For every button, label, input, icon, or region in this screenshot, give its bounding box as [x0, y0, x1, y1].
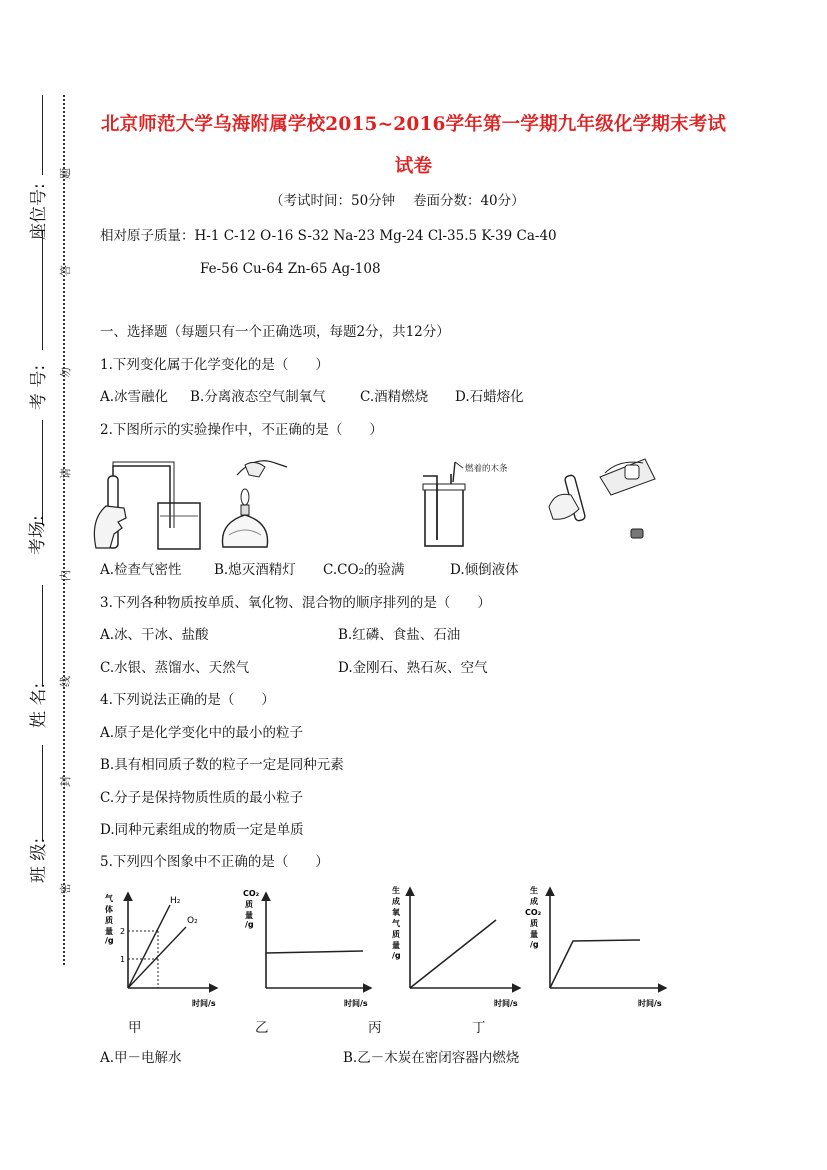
class-underline	[42, 745, 43, 840]
seal-char: 密	[59, 883, 72, 894]
q1-option-c: C.酒精燃烧	[360, 389, 429, 405]
svg-text:体: 体	[105, 905, 113, 914]
svg-text:质: 质	[105, 916, 113, 925]
tick-2: 2	[120, 927, 126, 936]
q4-option-c: C.分子是保持物质性质的最小粒子	[100, 790, 304, 806]
q5-graph-jia	[92, 885, 222, 1010]
atomic-mass-line1: 相对原子质量：H-1 C-12 O-16 S-32 Na-23 Mg-24 Cl-35.5 K-39 Ca-40	[100, 228, 557, 244]
q2-figure-b-lamp	[215, 455, 295, 555]
q2-option-b: B.熄灭酒精灯	[214, 562, 296, 578]
q3-option-c: C.水银、蒸馏水、天然气	[100, 660, 250, 676]
q5-stem: 5.下列四个图象中不正确的是（ ）	[100, 854, 329, 870]
atomic-mass-line2: Fe-56 Cu-64 Zn-65 Ag-108	[200, 261, 381, 277]
seal-char: 内	[59, 570, 72, 581]
svg-text:/g: /g	[530, 940, 539, 949]
svg-text:生: 生	[530, 886, 538, 895]
q2-figure-d-pouring	[545, 455, 660, 545]
series-o2-label: O₂	[187, 916, 198, 926]
q2-option-c: C.CO₂的验满	[323, 562, 405, 578]
svg-text:氧: 氧	[392, 908, 400, 917]
svg-text:/g: /g	[245, 920, 254, 929]
svg-text:量: 量	[105, 927, 113, 936]
graph-caption-ding: 丁	[472, 1020, 486, 1036]
q2-option-a: A.检查气密性	[100, 562, 182, 578]
x-axis-label: 时间/s	[494, 999, 518, 1008]
svg-text:生: 生	[392, 886, 400, 895]
graph-caption-jia: 甲	[128, 1020, 142, 1036]
section-heading: 一、选择题（每题只有一个正确选项，每题2分，共12分）	[100, 324, 450, 340]
svg-text:质: 质	[245, 900, 253, 909]
q2-option-d: D.倾倒液体	[450, 562, 519, 578]
q1-stem: 1.下列变化属于化学变化的是（ ）	[100, 357, 329, 373]
svg-text:成: 成	[530, 897, 538, 906]
graph-caption-bing: 丙	[368, 1020, 382, 1036]
seal-char: 线	[59, 676, 72, 687]
burning-stick-label: 燃着的木条	[465, 464, 508, 474]
q4-stem: 4.下列说法正确的是（ ）	[100, 692, 275, 708]
name-underline	[42, 585, 43, 685]
x-axis-label: 时间/s	[638, 999, 662, 1008]
q3-option-a: A.冰、干冰、盐酸	[100, 627, 209, 643]
svg-text:量: 量	[392, 941, 400, 950]
graph-caption-yi: 乙	[255, 1020, 269, 1036]
exam-title-line1: 北京师范大学乌海附属学校2015~2016学年第一学期九年级化学期末考试	[100, 114, 727, 135]
q5-graph-bing	[378, 880, 528, 1010]
series-h2-label: H₂	[170, 896, 181, 906]
q3-option-d: D.金刚石、熟石灰、空气	[338, 660, 488, 676]
exam-no-label: 考 号:	[29, 364, 49, 410]
svg-text:CO₂: CO₂	[243, 889, 260, 898]
q2-figure-a-airtightness	[88, 458, 208, 553]
exam-title-line2: 试卷	[394, 156, 433, 177]
q2-stem: 2.下图所示的实验操作中，不正确的是（ ）	[100, 422, 383, 438]
q1-option-a: A.冰雪融化	[100, 389, 169, 405]
svg-text:CO₂: CO₂	[525, 908, 542, 917]
room-label: 考场:	[28, 515, 48, 555]
q4-option-b: B.具有相同质子数的粒子一定是同种元素	[100, 757, 344, 773]
svg-text:气: 气	[392, 919, 400, 928]
seat-label: 座位号:	[29, 183, 49, 240]
name-label: 姓 名:	[29, 682, 49, 728]
q2-figure-c-co2-bottle	[415, 458, 525, 553]
q1-option-d: D.石蜡熔化	[455, 389, 524, 405]
svg-text:质: 质	[530, 919, 538, 928]
q3-stem: 3.下列各种物质按单质、氧化物、混合物的顺序排列的是（ ）	[100, 595, 491, 611]
q4-option-d: D.同种元素组成的物质一定是单质	[100, 822, 304, 838]
examno-underline	[42, 230, 43, 350]
q5-option-b: B.乙－木炭在密闭容器内燃烧	[343, 1050, 520, 1066]
seal-char: 题	[59, 168, 72, 179]
q3-option-b: B.红磷、食盐、石油	[338, 627, 461, 643]
q5-graph-yi	[228, 885, 378, 1010]
svg-text:/g: /g	[392, 951, 401, 960]
seal-dotted-line	[63, 95, 65, 965]
svg-text:成: 成	[392, 897, 400, 906]
svg-text:量: 量	[530, 930, 538, 939]
exam-info: （考试时间：50分钟 卷面分数：40分）	[270, 193, 525, 209]
seal-char: 勿	[59, 367, 72, 378]
q4-option-a: A.原子是化学变化中的最小的粒子	[100, 725, 304, 741]
tick-1: 1	[120, 955, 126, 964]
seal-char: 封	[59, 776, 72, 787]
svg-text:/g: /g	[105, 936, 114, 945]
seal-char: 请	[59, 468, 72, 479]
class-label: 班 级:	[29, 837, 49, 883]
svg-text:质: 质	[392, 930, 400, 939]
svg-text:气: 气	[105, 894, 113, 903]
q5-option-a: A.甲－电解水	[100, 1050, 182, 1066]
q5-graph-ding	[518, 880, 673, 1010]
q1-option-b: B.分离液态空气制氧气	[190, 389, 326, 405]
x-axis-label: 时间/s	[344, 999, 368, 1008]
x-axis-label: 时间/s	[192, 999, 216, 1008]
svg-text:量: 量	[245, 911, 253, 920]
seal-char: 答	[59, 265, 72, 276]
